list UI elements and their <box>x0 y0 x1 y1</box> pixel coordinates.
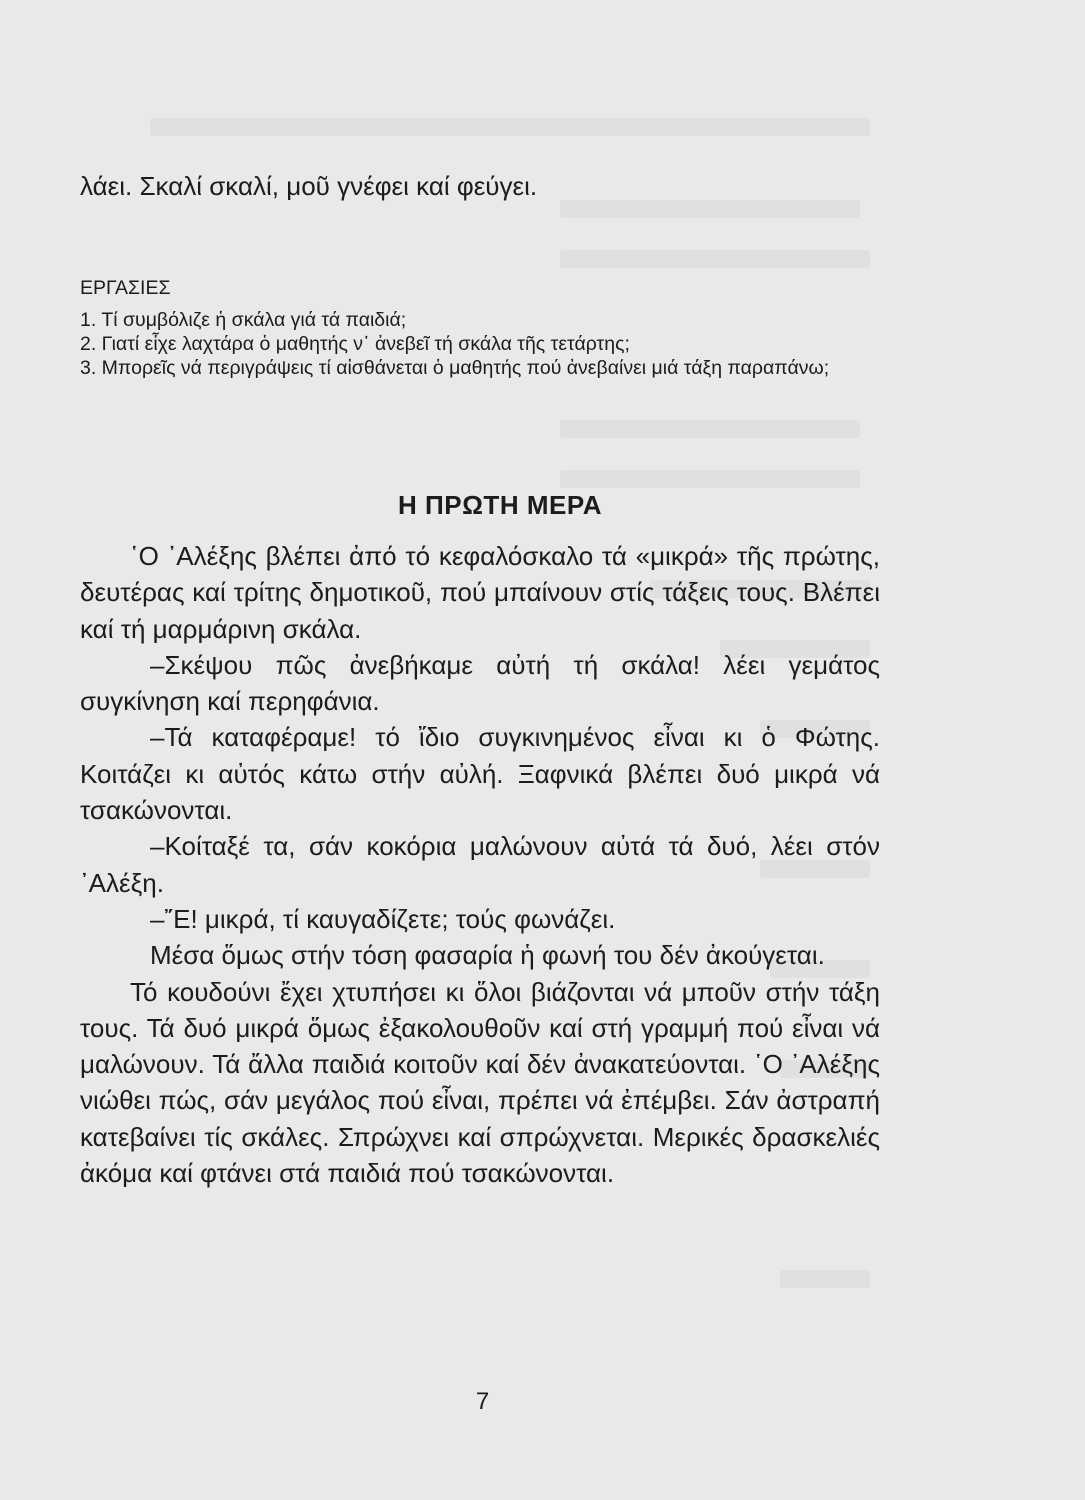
paragraph-6: Μέσα ὅμως στήν τόση φασαρία ἡ φωνή του δέν ἀκούγεται. <box>150 940 825 971</box>
exercise-item-3: 3. Μπορεῖς νά περιγράψεις τί αἰσθάνεται ὁ μαθητής πού ἀνεβαίνει μιά τάξη παραπάνω; <box>80 357 830 379</box>
paragraph-1: ῾Ο ᾿Αλέξης βλέπει ἀπό τό κεφαλόσκαλο τά «μικρά» τῆς πρώτης, δευτέρας καί τρίτης δημοτικοῦ, πού μπαίνουν στίς τάξεις τους. Βλέπει καί τή μαρμάρινη σκάλα. <box>80 541 880 644</box>
story-body <box>80 538 880 1191</box>
page-content <box>80 168 880 1191</box>
exercises-title: ΕΡΓΑΣΙΕΣ <box>80 277 171 299</box>
exercises-section <box>80 276 880 380</box>
continued-text-line: λάει. Σκαλί σκαλί, μοῦ γνέφει καί φεύγει. <box>80 171 538 201</box>
page-number: 7 <box>475 1388 490 1415</box>
paragraph-3: –Τά καταφέραμε! τό ἴδιο συγκινημένος εἶναι κι ὁ Φώτης. Κοιτάζει κι αὐτός κάτω στήν αὐλή. Ξαφνικά βλέπει δυό μικρά νά τσακώνονται. <box>80 722 880 826</box>
paragraph-4: –Κοίταξέ τα, σάν κοκόρια μαλώνουν αὐτά τά δυό, λέει στόν ᾿Αλέξη. <box>80 831 880 898</box>
paragraph-2: –Σκέψου πῶς ἀνεβήκαμε αὐτή τή σκάλα! λέει γεμάτος συγκίνηση καί περηφάνια. <box>80 649 880 717</box>
exercise-item-1: 1. Τί συμβόλιζε ἡ σκάλα γιά τά παιδιά; <box>80 309 407 331</box>
section-title: Η ΠΡΩΤΗ ΜΕΡΑ <box>397 490 603 520</box>
paragraph-7: Τό κουδούνι ἔχει χτυπήσει κι ὅλοι βιάζονται νά μποῦν στήν τάξη τους. Τά δυό μικρά ὅμως ἐξακολουθοῦν καί στή γραμμή πού εἶναι νά μαλώνουν. Τά ἄλλα παιδιά κοιτοῦν καί δέν ἀνακατεύονται. ῾Ο ᾿Αλέξης νιώθει πώς, σάν μεγάλος πού εἶναι, πρέπει νά ἐπέμβει. Σάν ἀστραπή κατεβαίνει τίς σκάλες. Σπρώχνει καί σπρώχνεται. Μερικές δρασκελιές ἀκόμα καί φτάνει στά παιδιά πού τσακώνονται. <box>80 976 880 1189</box>
exercise-item-2: 2. Γιατί εἶχε λαχτάρα ὁ μαθητής ν᾿ ἀνεβεῖ τή σκάλα τῆς τετάρτης; <box>80 333 630 355</box>
exercises-list <box>80 308 880 380</box>
paragraph-5: –῎Ε! μικρά, τί καυγαδίζετε; τούς φωνάζει. <box>150 903 616 934</box>
